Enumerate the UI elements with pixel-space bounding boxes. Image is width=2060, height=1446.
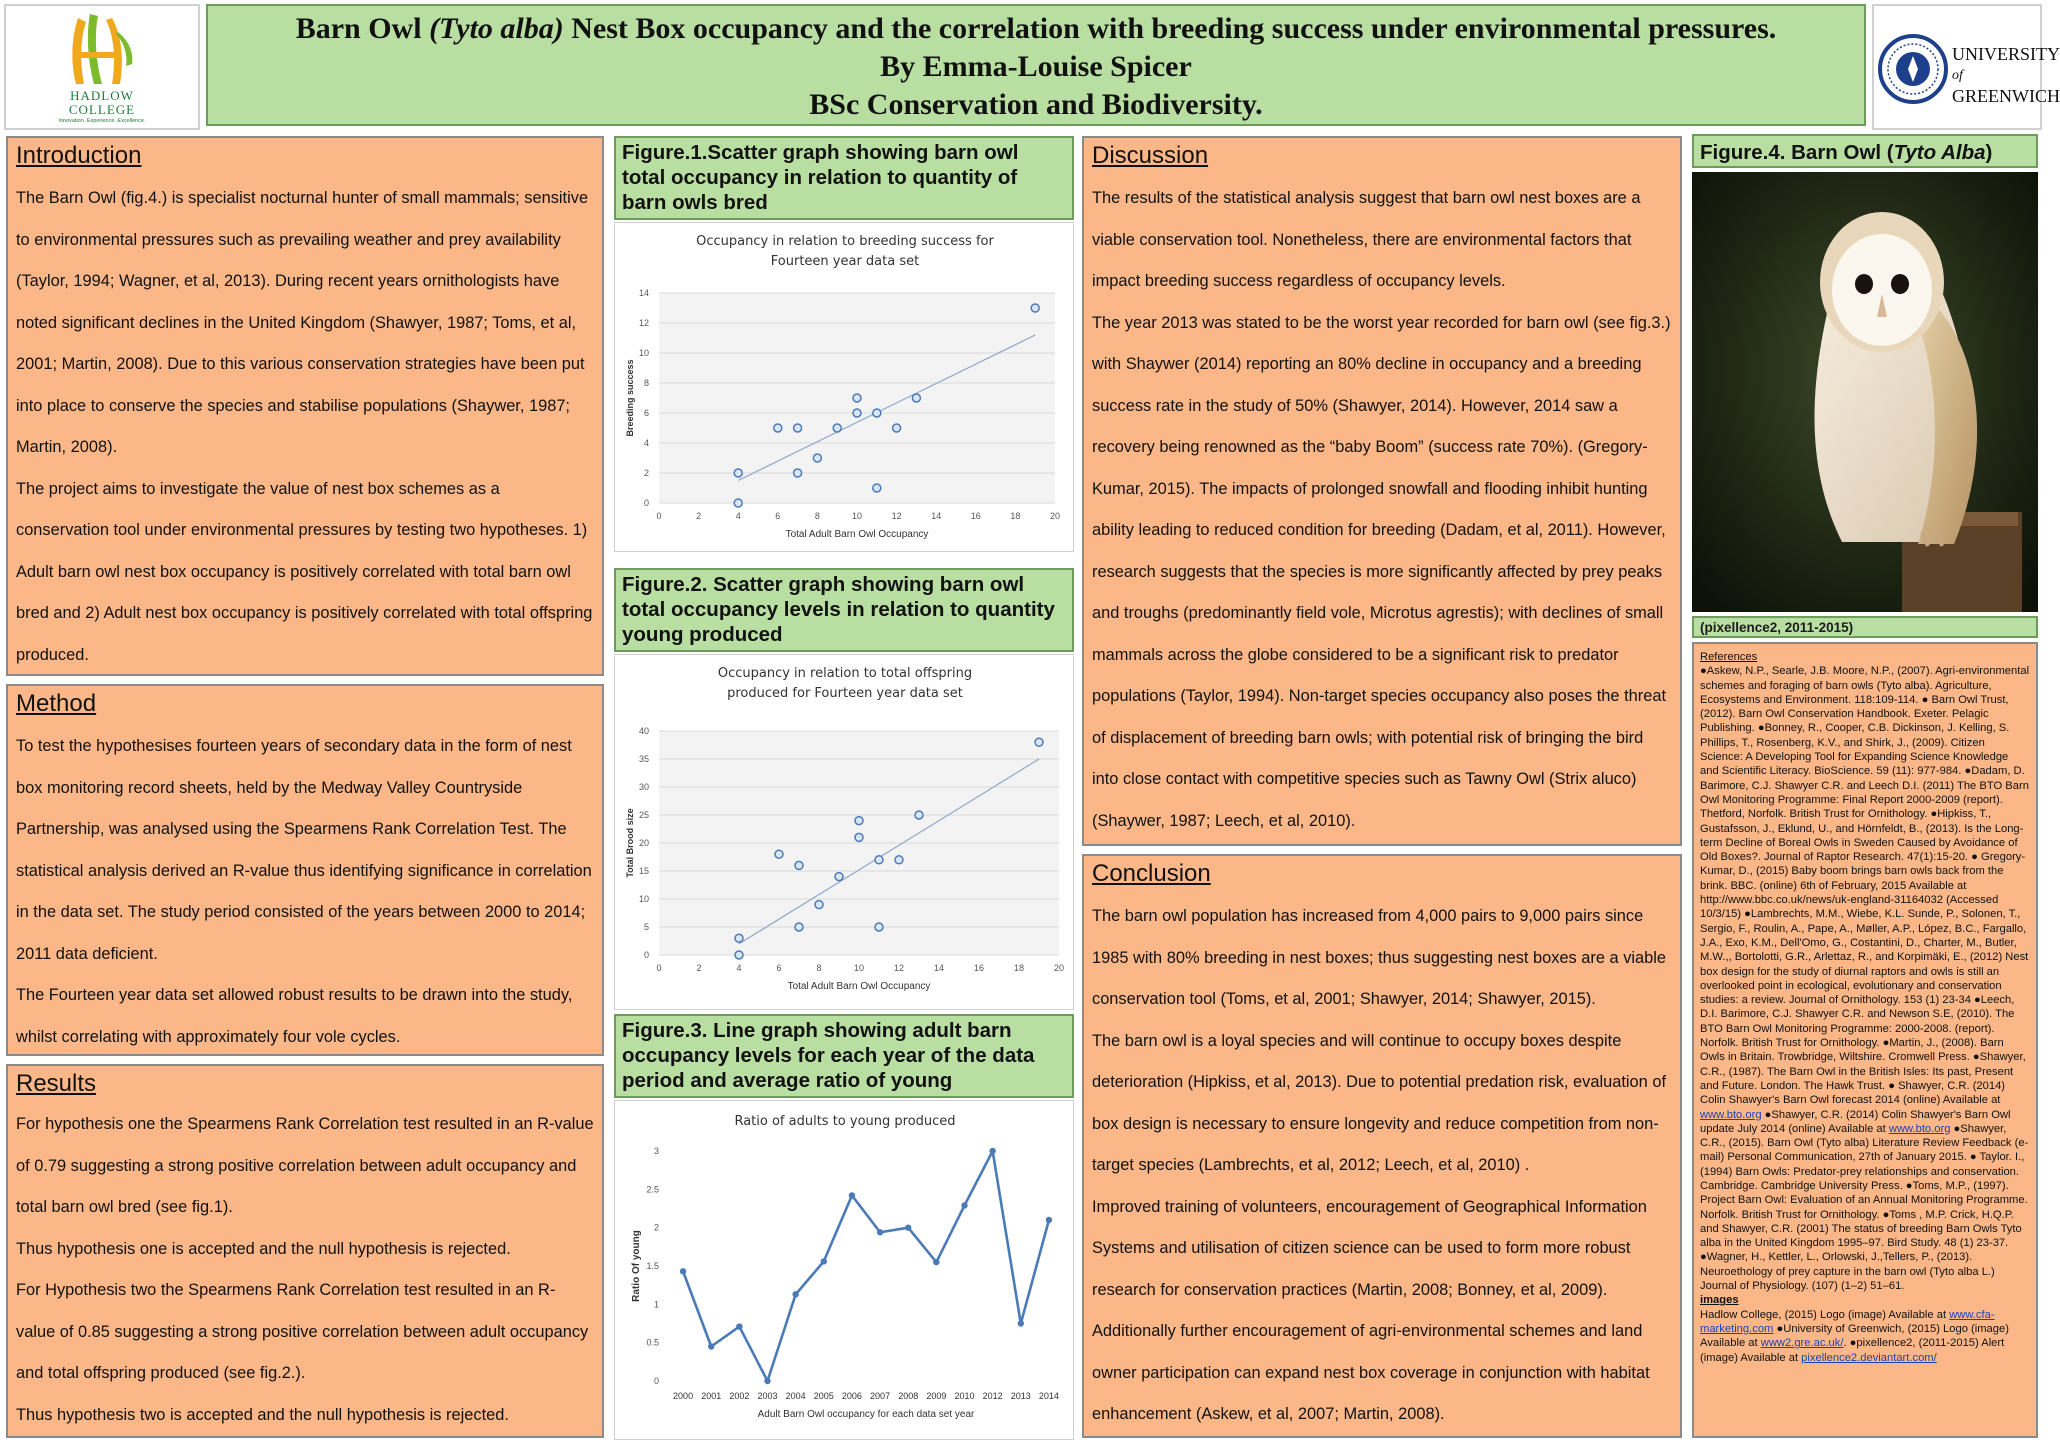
data-point (775, 850, 783, 858)
photo-credit-box (1692, 616, 2038, 638)
discussion-paragraph: The year 2013 was stated to be the worst year recorded for barn owl (see fig.3.) with Shaywer (2014) reporting an 80% decline in occupancy and a breeding success rate in the study of 50% (Shawyer, 2014). However, 2014 saw a recovery being renowned as the “baby Boom” (success rate 70%). (Gregory-Kumar, 2015). The impacts of prolonged snowfall and flooding inhibit hunting ability leading to reduced condition for breeding (Dadam, et al, 2011). However, research suggests that the species is more significantly affected by prey peaks and troughs (predominantly field vole, Microtus agrestis); with declines of small mammals across the globe considered to be a significant risk to predator populations (Taylor, 1994). Non-target species occupancy also poses the threat of displacement of breeding barn owls; with potential risk of bringing the bird into close contact with competitive species such as Tawny Owl (Strix aluco) (Shaywer, 1987; Leech, et al, 2010). (1092, 313, 1671, 830)
x-tick-label: 12 (891, 511, 902, 521)
right-logo-line2: of (1952, 68, 1963, 83)
chart-title: Ratio of adults to young produced (734, 1114, 956, 1129)
right-logo-line1: UNIVERSITY (1952, 44, 2060, 64)
data-point (961, 1202, 967, 1208)
fig1-chart-svg (615, 223, 1075, 553)
y-axis-label: Total Brood size (625, 808, 635, 878)
conclusion-panel (1082, 854, 1682, 1438)
results-body (16, 1104, 594, 1436)
y-axis-label: Breeding success (625, 359, 635, 437)
x-tick-label: 2007 (870, 1391, 891, 1401)
data-point (735, 951, 743, 959)
x-axis-label: Total Adult Barn Owl Occupancy (787, 981, 931, 992)
fig1-chart (614, 222, 1074, 552)
data-point (875, 856, 883, 864)
data-point (849, 1192, 855, 1198)
introduction-title: Introduction (16, 142, 142, 169)
fig2-chart (614, 654, 1074, 1010)
results-paragraph: For Hypothesis two the Spearmens Rank Correlation test resulted in an R-value of 0.85 suggesting a strong positive correlation between adult occupancy and total offspring produced (see fig.2.). (16, 1281, 589, 1382)
x-tick-label: 14 (931, 511, 942, 521)
data-point (815, 901, 823, 909)
x-tick-label: 16 (970, 511, 981, 521)
y-tick-label: 12 (638, 318, 649, 328)
y-tick-label: 0.5 (646, 1337, 659, 1348)
series-line (683, 1151, 1049, 1381)
right-logo-line3: GREENWICH (1952, 86, 2060, 106)
data-point (736, 1323, 742, 1329)
fig2-caption-box (614, 568, 1074, 652)
y-tick-label: 20 (638, 838, 649, 848)
data-point (855, 833, 863, 841)
y-tick-label: 10 (638, 348, 649, 358)
y-tick-label: 3 (653, 1146, 659, 1156)
chart-title: Occupancy in relation to total offspring (717, 666, 973, 681)
method-panel (6, 684, 604, 1056)
data-point (813, 454, 821, 462)
x-tick-label: 0 (656, 963, 662, 973)
x-tick-label: 2008 (898, 1391, 919, 1401)
data-point (1018, 1320, 1024, 1326)
data-point (912, 394, 920, 402)
y-tick-label: 0 (653, 1376, 659, 1386)
reference-link[interactable]: www.bto.org (1888, 1122, 1951, 1135)
photo-credit: (pixellence2, 2011-2015) (1700, 620, 1854, 635)
references-text: References ●Askew, N.P., Searle, J.B. Moore, N.P., (2007). Agri-environmental schemes and foraging of barn owls (Tyto alba). Agriculture, Ecosystems and Environment. 118:109-114. ● Barn Owl Trust, (2012). Barn Owl Conservation Handbook. Exeter. Pelagic Publishing. ●Bonney, R., Cooper, C.B. Dickinson, J. Kelling, S. Phillips, T., Rosenberg, K.V., and Shirk, J., (2009). Citizen Science: A Developing Tool for Expanding Science Knowledge and Scientific Literacy. BioScience. 59 (11): 977-984. ●Dadam, D. Barimore, C.J. Shawyer C.R. and Leech D.I. (2011) The BTO Barn Owl Monitoring Programme: Final Report 2000-2009 (report). Thetford, Norfolk. British Trust for Ornithology. ●Hipkiss, T., Gustafsson, J., Eklund, U., and Hörnfeldt, B., (2013). Is the Long-term Decline of Boreal Owls in Sweden Caused by Avoidance of Old Boxes?. Journal of Raptor Research. 47(1):15-20. ● Gregory-Kumar, D., (2015) Baby boom brings barn owls back from the brink. BBC. (online) 6th of February, 2015 Available at http://www.bbc.co.uk/news/uk-england-31164032 (Accessed 10/3/15) ●Lambrechts, M.M., Wiebe, K.L. Sunde, P., Solonen, T., Sergio, F., Roulin, A., Pape, A., Møller, A.P., López, B.C., Fargallo, J.A., Exo, K.M., Dell'Omo, G., Costantini, D., Charter, M., Butler, M.W.,, Bortolotti, G.R., Arlettaz, R., and Korpimäki, E., (2012) Nest box design for the study of diurnal raptors and owls is still an overlooked point in ecological, evolutionary and conservation studies: a review. Journal of Ornithology. 153 (1) 23-34 ●Leech, D.I. Barimore, C.J. Shawyer C.R. and Newson S.E, (2010). The BTO Barn Owl Monitoring Programme: 2000-2008. (report). Norfolk. British Trust for Ornithology. ●Martin, J., (2008). Barn Owls in Britain. Trowbridge, Wiltshire. Cromwell Press. ●Shawyer, C.R., (1987). The Barn Owl in the British Isles: Its past, Present and Future. London. The Hawk Trust. ● Shawyer, C.R. (2014) Colin Shawyer's Barn Owl forecast 2014 (online) Available at www.bto.org ●Shawyer, C.R. (2014) Colin Shawyer's Barn Owl update July 2014 (online) Available at www.bto.org ●Shawyer, C.R., (2015). Barn Owl (Tyto alba) Literature Review Feedback (e-mail) Personal Communication, 27th of January 2015. ● Taylor. I., (1994) Barn Owls: Predator-prey relationships and conservation. Cambridge. Cambridge University Press. ●Toms, M.P., (1997). Project Barn Owl: Evaluation of an Annual Monitoring Programme. Norfolk. British Trust for Ornithology. ●Toms , M.P. Crick, H.Q.P. and Shawyer, C.R. (2001) The status of breeding Barn Owls Tyto alba in the United Kingdom 1995–97. Bird Study. 48 (1) 23-37. ●Wagner, H., Kettler, L., Orlowski, J.,Tellers, P., (2013). Neuroethology of prey capture in the barn owl (Tyto alba L.) Journal of Physiology. (107) (1–2) 51–61. images Hadlow College, (2015) Logo (image) Available at www.cfa-marketing.com ●University of Greenwich, (2015) Logo (image) Available at www2.gre.ac.uk/. ●pixellence2, (2011-2015) Alert (image) Available at pixellence2.deviantart.com/ (1700, 651, 2030, 1364)
image-credit-link[interactable]: pixellence2.deviantart.com/ (1801, 1351, 1937, 1364)
x-tick-label: 20 (1049, 511, 1061, 521)
left-logo-tagline: Innovation. Experience. Excellence. (58, 118, 146, 124)
data-point (877, 1229, 883, 1235)
conclusion-paragraph: Improved training of volunteers, encouragement of Geographical Information Systems and utilisation of citizen science can be used to form more robust research for conservation practices (Martin, 2008; Bonney, et al, 2009). (1092, 1197, 1647, 1299)
y-tick-label: 15 (638, 866, 649, 876)
x-tick-label: 8 (814, 511, 820, 521)
x-tick-label: 12 (893, 963, 905, 973)
fig3-chart-svg (615, 1101, 1075, 1441)
data-point (893, 424, 901, 432)
discussion-title: Discussion (1092, 142, 1209, 169)
barn-owl-illustration (1692, 172, 2038, 612)
discussion-body (1092, 178, 1672, 842)
x-tick-label: 2013 (1010, 1391, 1031, 1401)
introduction-paragraph: The Barn Owl (fig.4.) is specialist nocturnal hunter of small mammals; sensitive to environmental pressures such as prevailing weather and prey availability (Taylor, 1994; Wagner, et al, 2013). During recent years ornithologists have noted significant declines in the United Kingdom (Shawyer, 1987; Toms, et al, 2001; Martin, 2008). Due to this various conservation strategies have been put into place to conserve the species and stabilise populations (Shaywer, 1987; Martin, 2008). (16, 189, 589, 456)
left-logo-name: HADLOW (70, 88, 134, 103)
data-point (835, 873, 843, 881)
introduction-panel (6, 136, 604, 676)
data-point (680, 1268, 686, 1274)
results-paragraph: Thus hypothesis one is accepted and the null hypothesis is rejected. (16, 1239, 511, 1258)
x-tick-label: 2006 (841, 1391, 862, 1401)
degree: BSc Conservation and Biodiversity. (809, 88, 1263, 121)
data-point (853, 394, 861, 402)
conclusion-title: Conclusion (1092, 860, 1211, 887)
fig4-caption: Figure.4. Barn Owl (Tyto Alba) (1700, 141, 1993, 164)
discussion-paragraph: The results of the statistical analysis suggest that barn owl nest boxes are a viable conservation tool. Nonetheless, there are environmental factors that impact breeding success regardless of occupancy levels. (1092, 189, 1641, 290)
results-panel (6, 1064, 604, 1438)
x-tick-label: 16 (973, 963, 985, 973)
fig2-chart-svg (615, 655, 1075, 1011)
data-point (734, 499, 742, 507)
data-point (915, 811, 923, 819)
x-tick-label: 2 (696, 963, 702, 973)
discussion-panel (1082, 136, 1682, 846)
conclusion-paragraph: Additionally further encouragement of agri-environmental schemes and land owner participation can expand nest box coverage in conjunction with habitat enhancement (Askew, et al, 2007; Martin, 2008). (1092, 1322, 1650, 1423)
image-credit-link[interactable]: www2.gre.ac.uk/ (1760, 1337, 1844, 1350)
y-tick-label: 0 (643, 950, 649, 960)
y-tick-label: 10 (638, 894, 649, 904)
x-tick-label: 2003 (757, 1391, 778, 1401)
data-point (764, 1378, 770, 1384)
data-point (1031, 304, 1039, 312)
data-point (794, 424, 802, 432)
data-point (795, 861, 803, 869)
data-point (1035, 738, 1043, 746)
data-point (905, 1224, 911, 1230)
x-tick-label: 0 (656, 511, 662, 521)
data-point (795, 923, 803, 931)
y-tick-label: 1 (653, 1299, 659, 1310)
x-axis-label: Total Adult Barn Owl Occupancy (785, 529, 929, 540)
left-logo-name2: COLLEGE (68, 102, 136, 117)
greenwich-crest-icon (1878, 14, 1948, 124)
data-point (855, 817, 863, 825)
reference-link[interactable]: www.bto.org (1700, 1108, 1762, 1121)
results-paragraph: For hypothesis one the Spearmens Rank Correlation test resulted in an R-value of 0.79 suggesting a strong positive correlation between adult occupancy and total barn owl bred (see fig.1). (16, 1115, 594, 1216)
x-tick-label: 2 (696, 511, 702, 521)
fig1-caption: Figure.1.Scatter graph showing barn owl total occupancy in relation to quantity of barn owls bred (622, 141, 1019, 214)
x-tick-label: 2010 (954, 1391, 975, 1401)
x-tick-label: 2005 (813, 1391, 834, 1401)
x-tick-label: 4 (735, 511, 741, 521)
results-title: Results (16, 1070, 97, 1097)
data-point (853, 409, 861, 417)
y-tick-label: 1.5 (646, 1261, 659, 1271)
data-point (734, 469, 742, 477)
x-tick-label: 8 (816, 963, 822, 973)
conclusion-paragraph: The barn owl is a loyal species and will continue to occupy boxes despite deterioration (Hipkiss, et al, 2013). Due to potential predation risk, evaluation of box design is necessary to ensure longevity and reduce competition from non-target species (Lambrechts, et al, 2012; Leech, et al, 2010) . (1092, 1031, 1666, 1174)
page-title: Barn Owl (Tyto alba) Nest Box occupancy and the correlation with breeding success under environmental pressures. (295, 12, 1777, 45)
y-tick-label: 30 (638, 782, 649, 792)
data-point (821, 1258, 827, 1264)
introduction-paragraph: The project aims to investigate the value of nest box schemes as a conservation tool under environmental pressures by testing two hypotheses. 1) Adult barn owl nest box occupancy is positively correlated with total barn owl bred and 2) Adult nest box occupancy is positively correlated with total offspring produced. (16, 479, 593, 664)
x-tick-label: 6 (776, 963, 782, 973)
data-point (873, 484, 881, 492)
author: By Emma-Louise Spicer (880, 50, 1192, 83)
y-tick-label: 4 (643, 438, 649, 448)
conclusion-paragraph: The barn owl population has increased from 4,000 pairs to 9,000 pairs since 1985 with 80% breeding in nest boxes; thus suggesting nest boxes are a viable conservation tool (Toms, et al, 2001; Shawyer, 2014; Shawyer, 2015). (1092, 907, 1667, 1008)
references-panel (1692, 642, 2038, 1438)
y-tick-label: 6 (643, 408, 649, 418)
y-tick-label: 35 (638, 754, 649, 764)
fig4-caption-box (1692, 134, 2038, 168)
results-paragraph: Thus hypothesis two is accepted and the null hypothesis is rejected. (16, 1405, 509, 1424)
data-point (792, 1291, 798, 1297)
y-tick-label: 2.5 (646, 1184, 659, 1195)
x-tick-label: 2004 (785, 1391, 806, 1401)
method-body (16, 726, 594, 1058)
y-tick-label: 14 (638, 288, 649, 298)
left-logo (4, 4, 200, 130)
references-title: References (1700, 651, 1758, 663)
y-tick-label: 25 (638, 810, 649, 820)
x-tick-label: 4 (736, 963, 742, 973)
x-tick-label: 18 (1010, 511, 1021, 521)
data-point (989, 1148, 995, 1154)
method-title: Method (16, 690, 97, 717)
x-tick-label: 2002 (729, 1391, 750, 1401)
barn-owl-photo (1692, 172, 2038, 612)
chart-title: Fourteen year data set (770, 254, 920, 269)
data-point (774, 424, 782, 432)
y-axis-label: Ratio Of young (631, 1230, 642, 1302)
y-tick-label: 2 (643, 468, 649, 478)
introduction-body (16, 178, 594, 676)
x-tick-label: 6 (775, 511, 781, 521)
conclusion-body (1092, 896, 1672, 1436)
x-axis-label: Adult Barn Owl occupancy for each data set year (757, 1409, 975, 1420)
y-tick-label: 8 (643, 378, 649, 388)
chart-title: Occupancy in relation to breeding success for (696, 234, 994, 249)
chart-title: produced for Fourteen year data set (727, 686, 963, 701)
x-tick-label: 10 (851, 511, 863, 521)
x-tick-label: 2009 (926, 1391, 947, 1401)
data-point (895, 856, 903, 864)
y-tick-label: 2 (653, 1222, 659, 1233)
data-point (833, 424, 841, 432)
right-logo (1872, 4, 2060, 130)
fig3-caption-box (614, 1014, 1074, 1098)
fig3-chart (614, 1100, 1074, 1440)
x-tick-label: 2001 (701, 1391, 722, 1401)
x-tick-label: 20 (1053, 963, 1065, 973)
y-tick-label: 5 (643, 922, 649, 932)
x-tick-label: 2000 (673, 1391, 694, 1401)
images-title: images (1700, 1294, 1739, 1307)
references-body: ●Askew, N.P., Searle, J.B. Moore, N.P., (2007). Agri-environmental schemes and foraging of barn owls (Tyto alba). Agriculture, Ecosystems and Environment. 118:109-114. ● Barn Owl Trust, (2012). Barn Owl Conservation Handbook. Exeter. Pelagic Publishing. ●Bonney, R., Cooper, C.B. Dickinson, J. Kelling, S. Phillips, T., Rosenberg, K.V., and Shirk, J., (2009). Citizen Science: A Developing Tool for Expanding Science Knowledge and Scientific Literacy. BioScience. 59 (11): 977-984. ●Dadam, D. Barimore, C.J. Shawyer C.R. and Leech D.I. (2011) The BTO Barn Owl Monitoring Programme: Final Report 2000-2009 (report). Thetford, Norfolk. British Trust for Ornithology. ●Hipkiss, T., Gustafsson, J., Eklund, U., and Hörnfeldt, B., (2013). Is the Long-term Decline of Boreal Owls in Sweden Caused by Avoidance of Old Boxes?. Journal of Raptor Research. 47(1):15-20. ● Gregory-Kumar, D., (2015) Baby boom brings barn owls back from the brink. BBC. (online) 6th of February, 2015 Available at http://www.bbc.co.uk/news/uk-england-31164032 (Accessed 10/3/15) ●Lambrechts, M.M., Wiebe, K.L. Sunde, P., Solonen, T., Sergio, F., Roulin, A., Pape, A., Møller, A.P., López, B.C., Fargallo, J.A., Exo, K.M., Dell'Omo, G., Costantini, D., Charter, M., Butler, M.W.,, Bortolotti, G.R., Arlettaz, R., and Korpimäki, E., (2012) Nest box design for the study of diurnal raptors and owls is still an overlooked point in ecological, evolutionary and conservation studies: a review. Journal of Ornithology. 153 (1) 23-34 ●Leech, D.I. Barimore, C.J. Shawyer C.R. and Newson S.E, (2010). The BTO Barn Owl Monitoring Programme: 2000-2008. (report). Norfolk. British Trust for Ornithology. ●Martin, J., (2008). Barn Owls in Britain. Trowbridge, Wiltshire. Cromwell Press. ●Shawyer, C.R., (1987). The Barn Owl in the British Isles: Its past, Present and Future. London. The Hawk Trust. ● Shawyer, C.R. (2014) Colin Shawyer's Barn Owl forecast 2014 (online) Available at (1700, 665, 2030, 1107)
fig1-caption-box (614, 136, 1074, 220)
image-credit-link[interactable]: www.cfa-marketing.com (1700, 1308, 1995, 1335)
fig3-caption: Figure.3. Line graph showing adult barn occupancy levels for each year of the data period and average ratio of young (622, 1019, 1035, 1092)
data-point (875, 923, 883, 931)
x-tick-label: 2014 (1038, 1391, 1059, 1401)
x-tick-label: 14 (933, 963, 945, 973)
data-point (708, 1343, 714, 1349)
y-tick-label: 0 (643, 498, 649, 508)
data-point (794, 469, 802, 477)
x-tick-label: 18 (1013, 963, 1025, 973)
method-paragraph: The Fourteen year data set allowed robust results to be drawn into the study, whilst correlating with approximately four vole cycles. (16, 986, 573, 1046)
x-tick-label: 2012 (982, 1391, 1003, 1401)
data-point (735, 934, 743, 942)
x-tick-label: 10 (853, 963, 865, 973)
data-point (933, 1259, 939, 1265)
fig2-caption: Figure.2. Scatter graph showing barn owl total occupancy levels in relation to quantity young produced (622, 573, 1055, 646)
data-point (1046, 1217, 1052, 1223)
data-point (873, 409, 881, 417)
y-tick-label: 40 (638, 726, 649, 736)
title-banner (206, 4, 1866, 126)
method-paragraph: To test the hypothesises fourteen years of secondary data in the form of nest box monitoring record sheets, held by the Medway Valley Countryside Partnership, was analysed using the Spearmens Rank Correlation Test. The statistical analysis derived an R-value thus identifying significance in correlation in the data set. The study period consisted of the years between 2000 to 2014; 2011 data deficient. (16, 737, 592, 963)
